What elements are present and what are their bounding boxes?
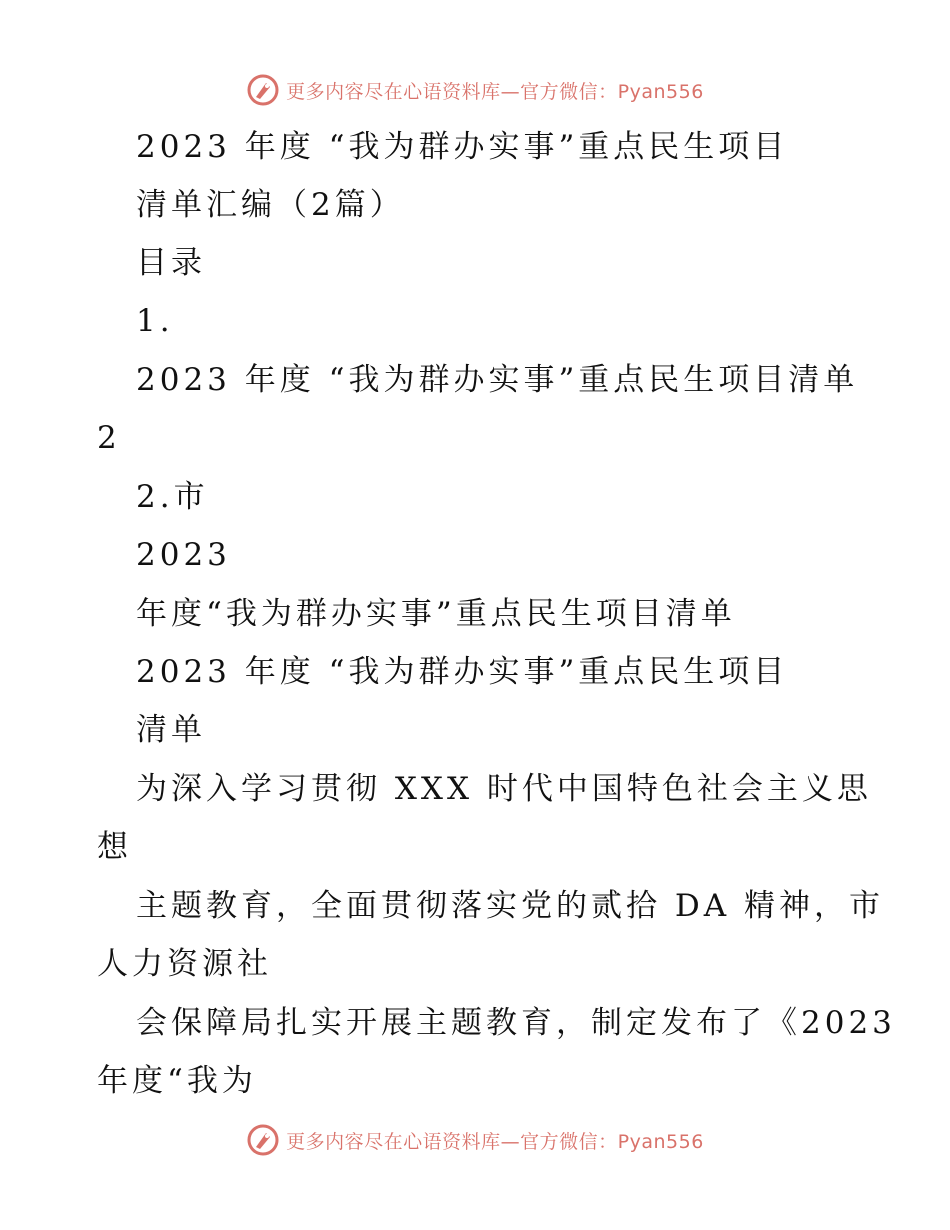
watermark-text: 更多内容尽在心语资料库—官方微信：Pyan556 — [286, 1130, 704, 1153]
body-paragraph-line-2: 想 — [97, 829, 132, 865]
footer-watermark — [0, 1120, 950, 1160]
body-paragraph-line-6: 年度“我为 — [97, 1063, 257, 1099]
watermark-text: 更多内容尽在心语资料库—官方微信：Pyan556 — [286, 80, 704, 103]
body-paragraph-line-3: 主题教育，全面贯彻落实党的贰拾 DA 精神，市 — [136, 888, 884, 924]
section-title-line-1: 2023 年度 “我为群办实事”重点民生项目 — [136, 654, 789, 690]
toc-heading: 目录 — [136, 245, 206, 281]
body-paragraph-line-4: 人力资源社 — [97, 946, 272, 982]
toc-item-2-year: 2023 — [136, 537, 231, 573]
pen-nib-logo-icon — [246, 1123, 280, 1157]
body-paragraph-line-1: 为深入学习贯彻 XXX 时代中国特色社会主义思 — [136, 771, 872, 807]
toc-item-1-title: 2023 年度 “我为群办实事”重点民生项目清单 — [136, 362, 859, 398]
doc-title-line-1: 2023 年度 “我为群办实事”重点民生项目 — [136, 129, 789, 165]
pen-nib-logo-icon — [246, 73, 280, 107]
body-paragraph-line-5: 会保障局扎实开展主题教育，制定发布了《2023 — [136, 1005, 896, 1041]
doc-title-line-2: 清单汇编（2篇） — [136, 187, 405, 223]
toc-item-1-page: 2 — [97, 420, 121, 456]
section-title-line-2: 清单 — [136, 712, 206, 748]
toc-item-2-title: 年度“我为群办实事”重点民生项目清单 — [136, 596, 736, 632]
toc-item-1-number: 1. — [136, 303, 174, 339]
header-watermark — [0, 70, 950, 110]
toc-item-2-number: 2.市 — [136, 479, 209, 515]
